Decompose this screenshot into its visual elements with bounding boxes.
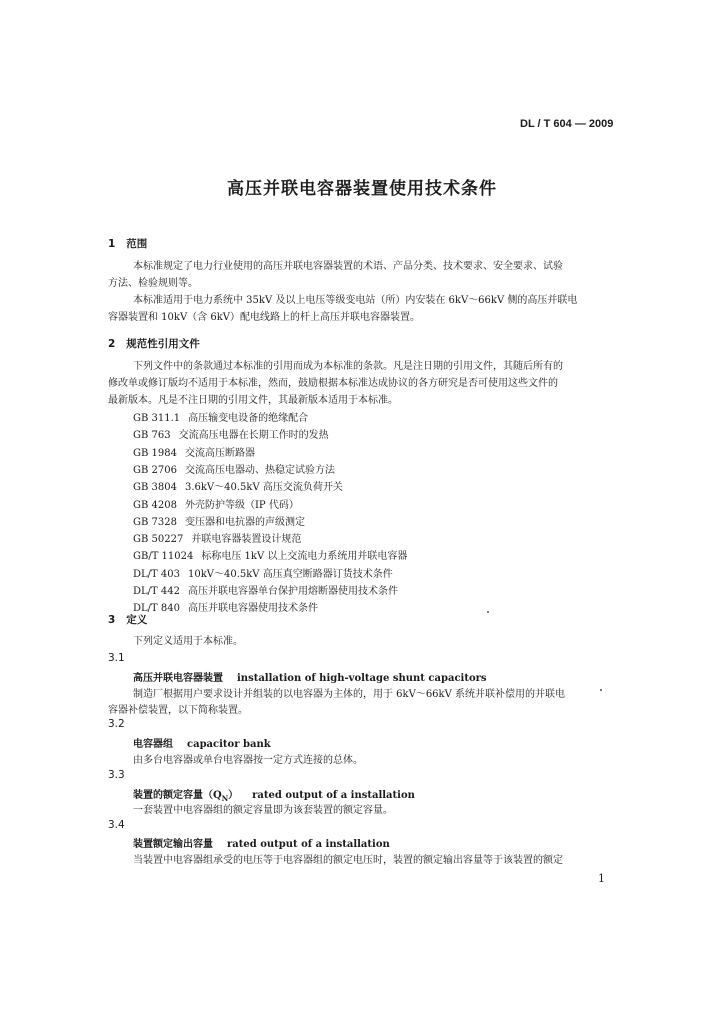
reference-code: GB 50227 [133, 534, 184, 546]
reference-title: 外壳防护等级（IP 代码） [184, 499, 299, 511]
section-1-heading: 1 范围 [108, 238, 148, 250]
reference-item [133, 530, 301, 545]
reference-code: GB/T 11024 [133, 551, 194, 563]
reference-item [133, 444, 255, 459]
section-2-p-line2: 修改单或修订版均不适用于本标准，然而，鼓励根据本标准达成协议的各方研究是否可使用这些文件的 [108, 378, 558, 389]
standard-number: DL / T 604 — 2009 [520, 118, 614, 130]
reference-title: 10kV～40.5kV 高压真空断路器订货技术条件 [187, 568, 393, 580]
reference-title: 高压并联电容器使用技术条件 [187, 603, 318, 615]
term-heading: 高压并联电容器装置 installation of high-voltage shunt capacitors [133, 673, 487, 684]
scan-speck [487, 611, 489, 613]
reference-item [133, 513, 305, 528]
reference-code: GB 4208 [133, 499, 177, 511]
term-definition: 容器补偿装置，以下简称装置。 [108, 705, 248, 716]
term-number: 3.4 [108, 819, 125, 831]
reference-item [133, 547, 407, 562]
reference-title: 高压输变电设备的绝缘配合 [188, 413, 309, 424]
reference-item [133, 478, 343, 493]
section-2-heading: 2 规范性引用文件 [108, 338, 200, 350]
reference-item [133, 409, 308, 424]
reference-title: 交流高压电器在长期工作时的发热 [178, 430, 329, 442]
term-heading: 装置的额定容量$(Q_N)$ rated output of a installation [133, 790, 415, 803]
term-definition: 一套装置中电容器组的额定容量即为该套装置的额定容量。 [133, 805, 393, 816]
reference-code: GB 3804 [133, 482, 177, 494]
reference-item [133, 599, 318, 614]
reference-item [133, 565, 393, 580]
reference-code: GB 7328 [133, 516, 177, 528]
term-number: 3.1 [108, 652, 125, 664]
scan-speck [600, 689, 602, 691]
section-2-p-line1: 下列文件中的条款通过本标准的引用而成为本标准的条款。凡是注日期的引用文件，其随后所有的 [133, 361, 563, 372]
reference-code: GB 2706 [133, 464, 177, 476]
term-definition: 制造厂根据用户要求设计并组装的以电容器为主体的，用于 6kV～66kV 系统并联补偿用的并联电 [133, 689, 566, 700]
section-3-intro: 下列定义适用于本标准。 [133, 636, 243, 647]
reference-title: 交流高压断路器 [184, 447, 255, 459]
reference-code: GB 1984 [133, 447, 177, 459]
reference-code: DL/T 840 [133, 603, 180, 615]
section-1-p1-line1: 本标准规定了电力行业使用的高压并联电容器装置的术语、产品分类、技术要求、安全要求、试验 [133, 261, 563, 272]
section-1-p2-line2: 容器装置和 10kV（含 6kV）配电线路上的杆上高压并联电容器装置。 [108, 312, 421, 323]
term-number: 3.3 [108, 769, 125, 781]
term-heading: 装置额定输出容量 rated output of a installation [133, 839, 390, 850]
reference-code: DL/T 442 [133, 586, 180, 597]
reference-title: 3.6kV～40.5kV 高压交流负荷开关 [184, 482, 343, 494]
reference-code: DL/T 403 [133, 568, 180, 580]
reference-item [133, 426, 329, 441]
reference-item [133, 461, 335, 476]
reference-item [133, 496, 299, 511]
term-definition: 当装置中电容器组承受的电压等于电容器组的额定电压时，装置的额定输出容量等于该装置的额定 [133, 855, 563, 866]
reference-title: 高压并联电容器单台保护用熔断器使用技术条件 [187, 586, 398, 597]
reference-code: GB 311.1 [133, 413, 181, 424]
page-number: 1 [598, 872, 605, 885]
reference-title: 并联电容器装置设计规范 [191, 534, 302, 546]
section-1-p2-line1: 本标准适用于电力系统中 35kV 及以上电压等级变电站（所）内安装在 6kV～66kV 侧的高压并联电 [133, 295, 578, 306]
term-heading: 电容器组 capacitor bank [133, 739, 271, 750]
document-title: 高压并联电容器装置使用技术条件 [227, 179, 497, 199]
term-number: 3.2 [108, 718, 125, 730]
section-1-p1-line2: 方法、检验规则等。 [108, 278, 198, 289]
reference-title: 交流高压电器动、热稳定试验方法 [184, 464, 335, 476]
reference-title: 变压器和电抗器的声级测定 [184, 516, 305, 528]
reference-code: GB 763 [133, 430, 171, 442]
term-definition: 由多台电容器或单台电容器按一定方式连接的总体。 [133, 755, 363, 766]
section-2-p-line3: 最新版本。凡是不注日期的引用文件，其最新版本适用于本标准。 [108, 395, 398, 406]
reference-title: 标称电压 1kV 以上交流电力系统用并联电容器 [201, 551, 408, 563]
section-3-heading: 3 定义 [108, 614, 148, 626]
reference-item [133, 582, 398, 597]
